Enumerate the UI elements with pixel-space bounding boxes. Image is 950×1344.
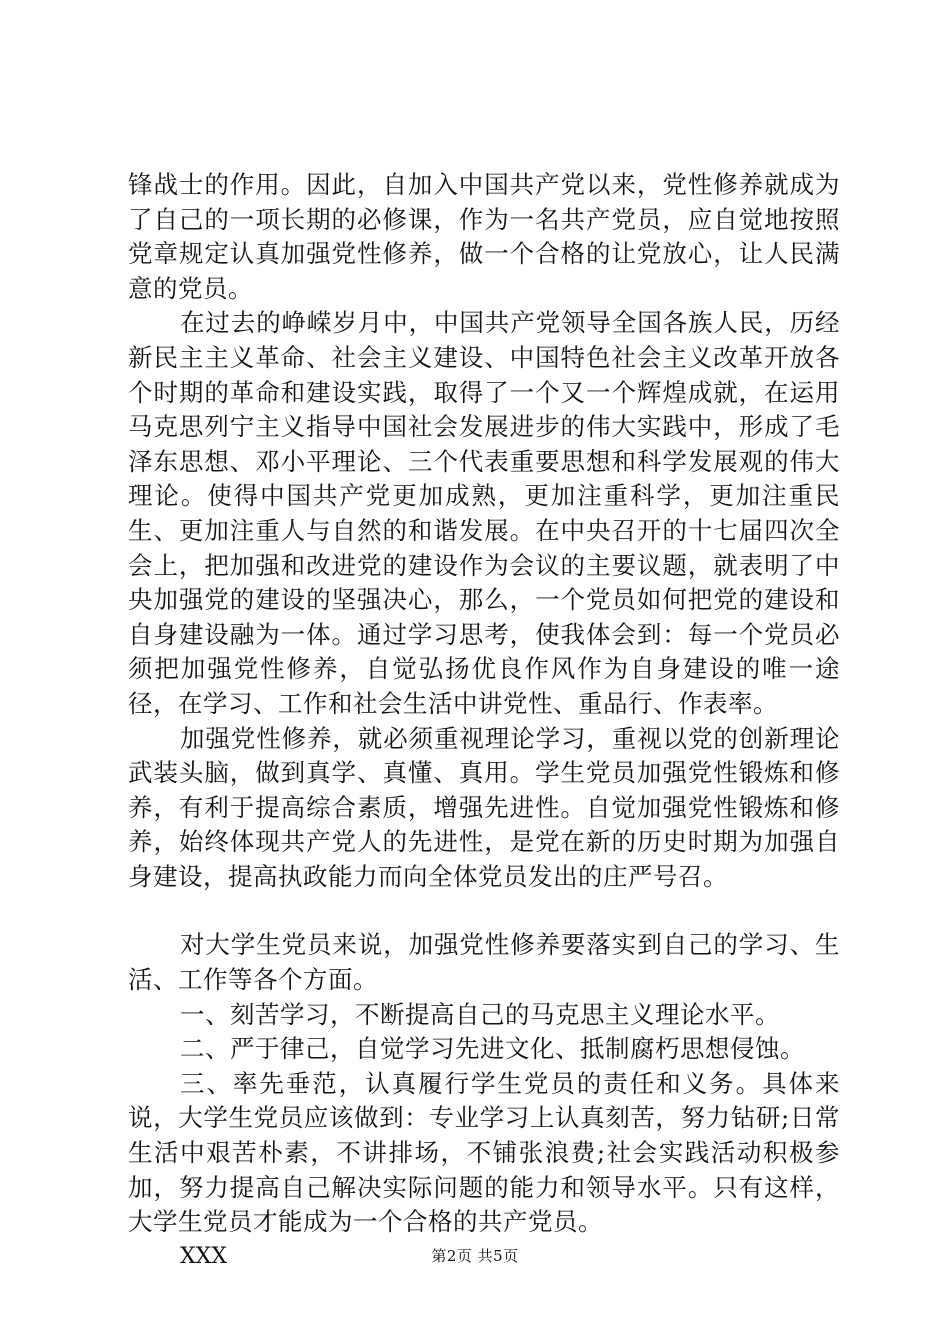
document-body (128, 168, 840, 1274)
paragraph-theory-study: 加强党性修养，就必须重视理论学习，重视以党的创新理论武装头脑，做到真学、真懂、真用。学生党员加强党性锻炼和修养，有利于提高综合素质，增强先进性。自觉加强党性锻炼和修养，始终体现共产党人的先进性，是党在新的历史时期为加强自身建设，提高执政能力而向全体党员发出的庄严号召。 (128, 723, 840, 891)
paragraph-continuation: 锋战士的作用。因此，自加入中国共产党以来，党性修养就成为了自己的一项长期的必修课，作为一名共产党员，应自觉地按照党章规定认真加强党性修养，做一个合格的让党放心，让人民满意的党员。 (128, 170, 840, 303)
paragraph-student-members: 对大学生党员来说，加强党性修养要落实到自己的学习、生活、工作等各个方面。 (128, 930, 840, 995)
signature: XXX (180, 1243, 227, 1269)
paragraph-history: 在过去的峥嵘岁月中，中国共产党领导全国各族人民，历经新民主主义革命、社会主义建设、中国特色社会主义改革开放各个时期的革命和建设实践，取得了一个又一个辉煌成就，在运用马克思列宁主义指导中国社会发展进步的伟大实践中，形成了毛泽东思想、邓小平理论、三个代表重要思想和科学发展观的伟大理论。使得中国共产党更加成熟，更加注重科学，更加注重民生、更加注重人与自然的和谐发展。在中央召开的十七届四次全会上，把加强和改进党的建设作为会议的主要议题，就表明了中央加强党的建设的坚强决心，那么，一个党员如何把党的建设和自身建设融为一体。通过学习思考，使我体会到：每一个党员必须把加强党性修养，自觉弘扬优良作风作为自身建设的唯一途径，在学习、工作和社会生活中讲党性、重品行、作表率。 (128, 308, 840, 718)
list-item-one: 一、刻苦学习，不断提高自己的马克思主义理论水平。 (180, 999, 780, 1029)
list-item-three: 三、率先垂范，认真履行学生党员的责任和义务。具体来说，大学生党员应该做到：专业学习上认真刻苦，努力钻研;日常生活中艰苦朴素，不讲排场，不铺张浪费;社会实践活动积极参加，努力提高自己解决实际问题的能力和领导水平。只有这样，大学生党员才能成为一个合格的共产党员。 (128, 1068, 840, 1237)
list-item-two: 二、严于律己，自觉学习先进文化、抵制腐朽思想侵蚀。 (180, 1034, 805, 1064)
page-number-footer: 第2页 共5页 (431, 1247, 519, 1265)
paragraph-spacer (128, 894, 840, 928)
